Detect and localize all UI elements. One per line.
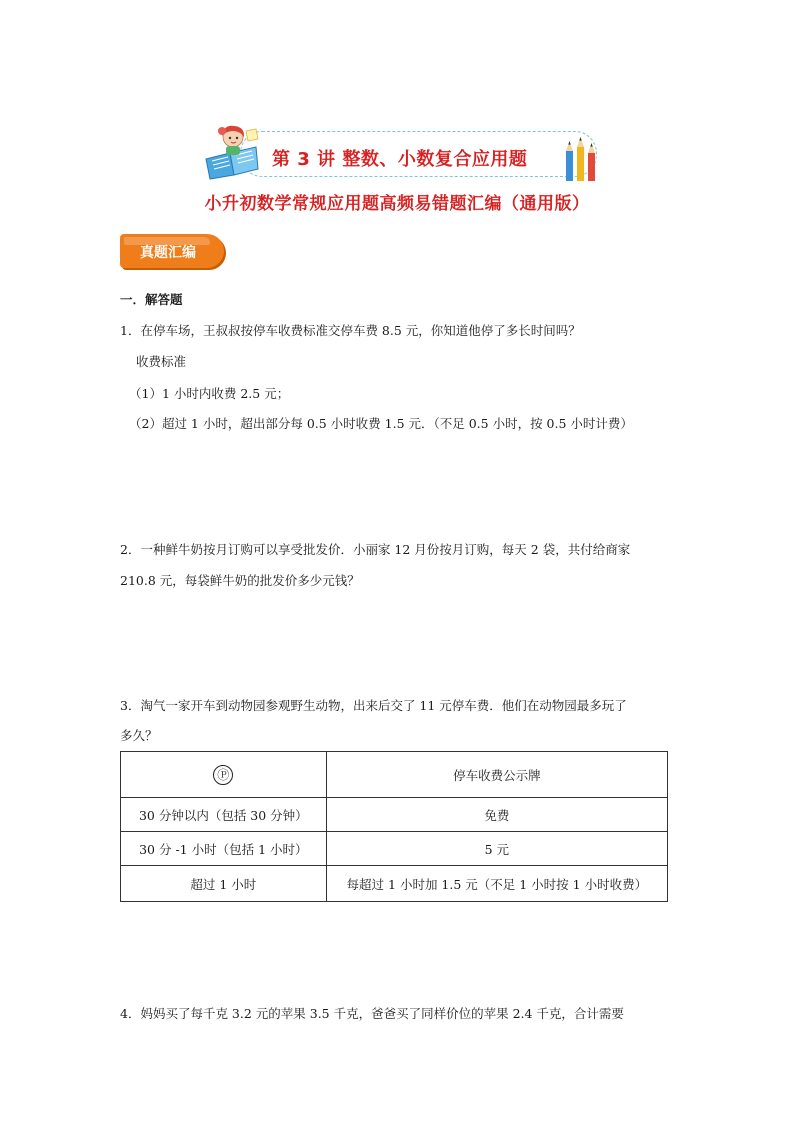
question-3-text: 3．淘气一家开车到动物园参观野生动物，出来后交了 11 元停车费．他们在动物园最多玩了 [120, 698, 627, 713]
question-1-fee-standard-label: 收费标准 [136, 354, 187, 369]
question-1-rule-1: （1）1 小时内收费 2.5 元； [129, 386, 290, 401]
document-subtitle: 小升初数学常规应用题高频易错题汇编（通用版） [204, 194, 590, 214]
table-cell-fee: 每超过 1 小时加 1.5 元（不足 1 小时按 1 小时收费） [326, 866, 667, 902]
table-cell-duration: 30 分钟以内（包括 30 分钟） [121, 798, 327, 832]
question-1-text: 1．在停车场，王叔叔按停车收费标准交停车费 8.5 元，你知道他停了多长时间吗？ [120, 323, 581, 338]
table-cell-fee: 免费 [326, 798, 667, 832]
table-header-row [121, 752, 668, 798]
pencils-icon [560, 137, 604, 183]
table-cell-duration: 超过 1 小时 [121, 866, 327, 902]
question-1-rule-2: （2）超过 1 小时，超出部分每 0.5 小时收费 1.5 元．（不足 0.5 小时，按 0.5 小时计费） [129, 416, 633, 431]
lesson-title: 第 3 讲 整数、小数复合应用题 [272, 149, 528, 170]
table-cell-fee: 5 元 [326, 832, 667, 866]
question-4-text: 4．妈妈买了每千克 3.2 元的苹果 3.5 千克，爸爸买了同样价位的苹果 2.4 千克，合计需要 [120, 1006, 624, 1021]
parking-sign-icon: Ⓟ [213, 765, 233, 785]
table-row [121, 866, 668, 902]
girl-reading-book-icon [200, 125, 272, 181]
table-row [121, 798, 668, 832]
part-heading: 一．解答题 [120, 292, 183, 307]
table-cell-duration: 30 分 -1 小时（包括 1 小时） [121, 832, 327, 866]
section-tag-label: 真题汇编 [140, 245, 196, 261]
table-header-title: 停车收费公示牌 [326, 752, 667, 798]
question-2-text: 2．一种鲜牛奶按月订购可以享受批发价．小丽家 12 月份按月订购，每天 2 袋，共付给商家 [120, 542, 631, 557]
parking-fee-table [120, 751, 668, 902]
lesson-banner [200, 129, 600, 181]
question-2-text-cont: 210.8 元，每袋鲜牛奶的批发价多少元钱？ [120, 573, 360, 588]
section-tag [120, 234, 224, 268]
table-row [121, 832, 668, 866]
table-header-cell [121, 752, 327, 798]
question-3-text-cont: 多久？ [120, 728, 158, 743]
